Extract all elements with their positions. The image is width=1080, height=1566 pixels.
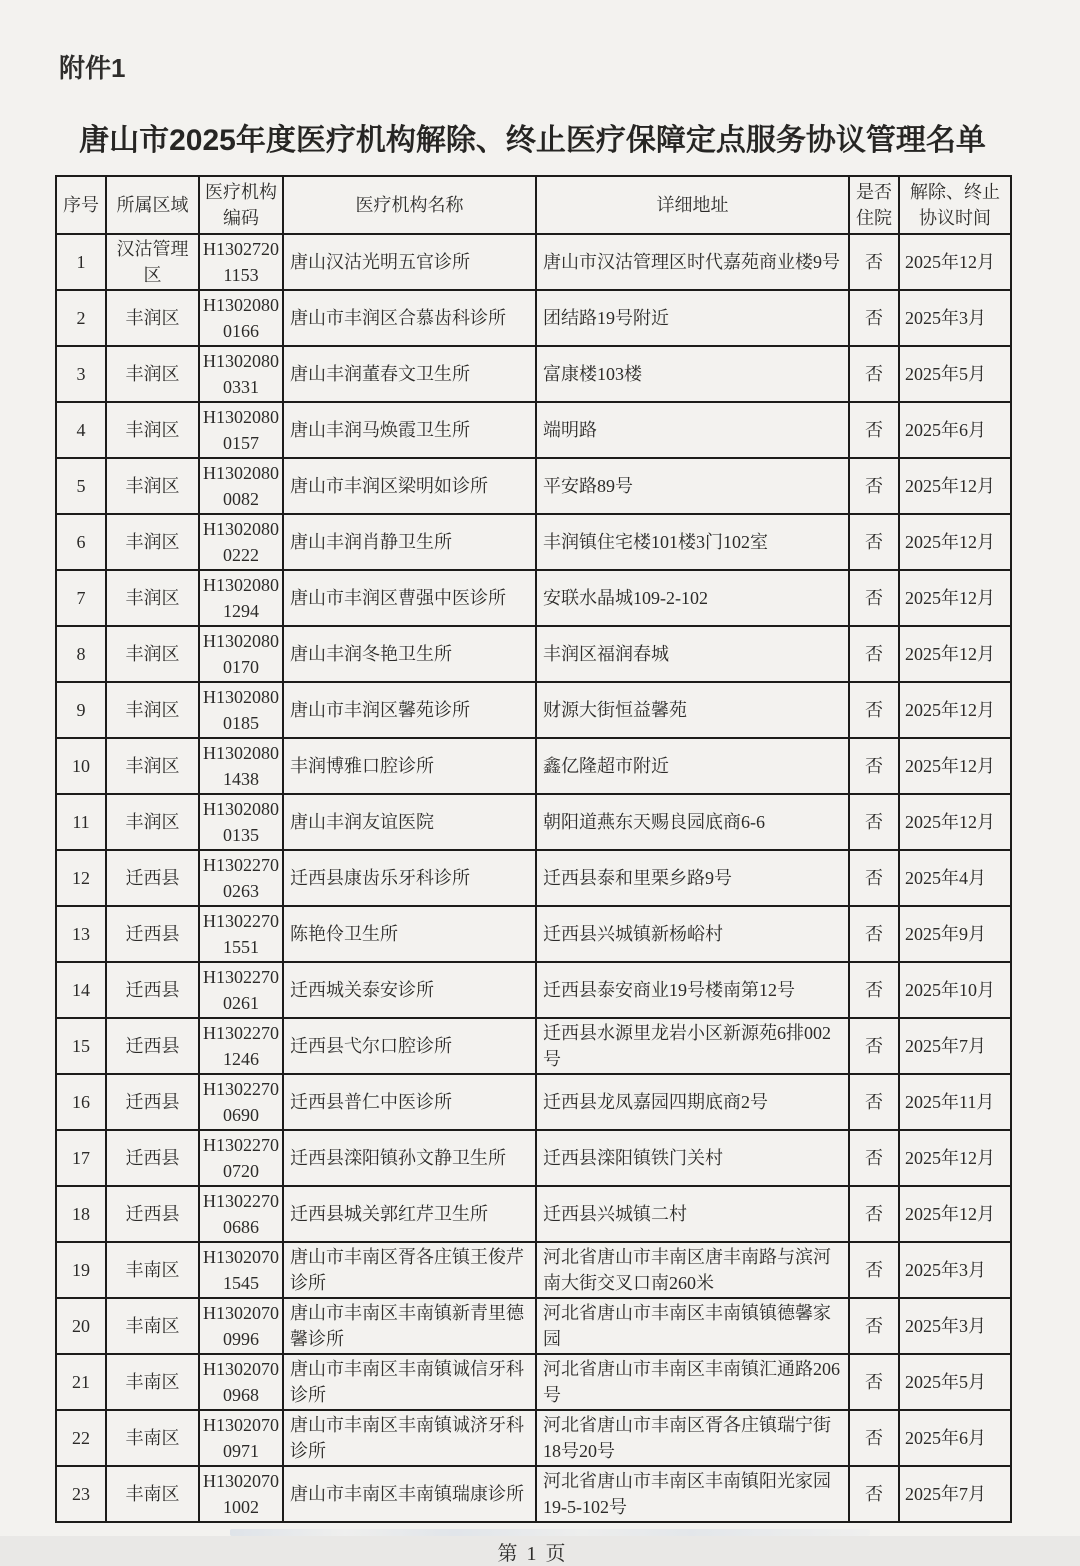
cell-inpatient: 否	[849, 1186, 899, 1242]
cell-index: 1	[56, 234, 106, 290]
cell-institution-name: 唐山丰润肖静卫生所	[283, 514, 536, 570]
cell-institution-code: H13020800222	[199, 514, 283, 570]
header-inpatient: 是否住院	[849, 176, 899, 234]
cell-address: 迁西县龙凤嘉园四期底商2号	[536, 1074, 849, 1130]
cell-institution-code: H13022701551	[199, 906, 283, 962]
cell-termination-time: 2025年12月	[899, 458, 1011, 514]
institutions-table	[55, 175, 1012, 1523]
cell-index: 18	[56, 1186, 106, 1242]
cell-index: 21	[56, 1354, 106, 1410]
cell-institution-name: 迁西县康齿乐牙科诊所	[283, 850, 536, 906]
cell-institution-code: H13020701545	[199, 1242, 283, 1298]
cell-institution-name: 唐山市丰润区梁明如诊所	[283, 458, 536, 514]
cell-institution-code: H13022700720	[199, 1130, 283, 1186]
table-row	[56, 346, 1011, 402]
cell-address: 迁西县兴城镇二村	[536, 1186, 849, 1242]
cell-index: 19	[56, 1242, 106, 1298]
cell-institution-name: 唐山市丰南区丰南镇诚信牙科诊所	[283, 1354, 536, 1410]
cell-inpatient: 否	[849, 458, 899, 514]
cell-institution-code: H13020801294	[199, 570, 283, 626]
cell-index: 15	[56, 1018, 106, 1074]
cell-institution-name: 唐山市丰南区丰南镇诚济牙科诊所	[283, 1410, 536, 1466]
cell-termination-time: 2025年3月	[899, 290, 1011, 346]
header-termination-time: 解除、终止协议时间	[899, 176, 1011, 234]
cell-index: 16	[56, 1074, 106, 1130]
cell-region: 丰润区	[106, 346, 199, 402]
cell-institution-code: H13020800082	[199, 458, 283, 514]
cell-address: 财源大街恒益馨苑	[536, 682, 849, 738]
cell-index: 7	[56, 570, 106, 626]
cell-inpatient: 否	[849, 1354, 899, 1410]
cell-index: 23	[56, 1466, 106, 1522]
cell-institution-code: H13020700968	[199, 1354, 283, 1410]
cell-region: 迁西县	[106, 850, 199, 906]
cell-institution-code: H13022700263	[199, 850, 283, 906]
cell-region: 迁西县	[106, 1130, 199, 1186]
cell-index: 20	[56, 1298, 106, 1354]
header-address: 详细地址	[536, 176, 849, 234]
cell-address: 迁西县泰和里栗乡路9号	[536, 850, 849, 906]
cell-inpatient: 否	[849, 962, 899, 1018]
cell-inpatient: 否	[849, 402, 899, 458]
cell-institution-code: H13020800331	[199, 346, 283, 402]
cell-institution-name: 丰润博雅口腔诊所	[283, 738, 536, 794]
cell-termination-time: 2025年12月	[899, 570, 1011, 626]
cell-address: 迁西县兴城镇新杨峪村	[536, 906, 849, 962]
header-institution-code: 医疗机构编码	[199, 176, 283, 234]
cell-address: 唐山市汉沽管理区时代嘉苑商业楼9号	[536, 234, 849, 290]
cell-termination-time: 2025年6月	[899, 1410, 1011, 1466]
cell-region: 迁西县	[106, 1074, 199, 1130]
cell-inpatient: 否	[849, 1298, 899, 1354]
cell-inpatient: 否	[849, 906, 899, 962]
cell-termination-time: 2025年5月	[899, 1354, 1011, 1410]
table-row	[56, 1354, 1011, 1410]
cell-institution-name: 唐山市丰润区合慕齿科诊所	[283, 290, 536, 346]
table-row	[56, 906, 1011, 962]
cell-institution-name: 唐山市丰润区曹强中医诊所	[283, 570, 536, 626]
cell-region: 丰南区	[106, 1466, 199, 1522]
table-row	[56, 794, 1011, 850]
cell-index: 22	[56, 1410, 106, 1466]
table-row	[56, 1466, 1011, 1522]
cell-region: 丰润区	[106, 682, 199, 738]
cell-region: 迁西县	[106, 1018, 199, 1074]
cell-region: 丰南区	[106, 1410, 199, 1466]
cell-institution-code: H13020800185	[199, 682, 283, 738]
cell-inpatient: 否	[849, 514, 899, 570]
cell-institution-name: 唐山市丰南区丰南镇瑞康诊所	[283, 1466, 536, 1522]
cell-index: 12	[56, 850, 106, 906]
table-row	[56, 458, 1011, 514]
cell-institution-name: 迁西县城关郭红芹卫生所	[283, 1186, 536, 1242]
cell-address: 河北省唐山市丰南区丰南镇汇通路206号	[536, 1354, 849, 1410]
cell-region: 汉沽管理区	[106, 234, 199, 290]
cell-institution-code: H13020700996	[199, 1298, 283, 1354]
cell-index: 2	[56, 290, 106, 346]
cell-inpatient: 否	[849, 738, 899, 794]
cell-address: 河北省唐山市丰南区丰南镇镇德馨家园	[536, 1298, 849, 1354]
cell-inpatient: 否	[849, 1018, 899, 1074]
cell-institution-code: H13020800170	[199, 626, 283, 682]
table-row	[56, 626, 1011, 682]
table-row	[56, 1074, 1011, 1130]
cell-index: 14	[56, 962, 106, 1018]
cell-institution-code: H13027201153	[199, 234, 283, 290]
cell-inpatient: 否	[849, 1466, 899, 1522]
cell-institution-code: H13020701002	[199, 1466, 283, 1522]
cell-inpatient: 否	[849, 1130, 899, 1186]
cell-inpatient: 否	[849, 346, 899, 402]
cell-institution-name: 唐山丰润友谊医院	[283, 794, 536, 850]
cell-termination-time: 2025年12月	[899, 1130, 1011, 1186]
cell-institution-name: 迁西县普仁中医诊所	[283, 1074, 536, 1130]
cell-termination-time: 2025年5月	[899, 346, 1011, 402]
table-row	[56, 738, 1011, 794]
cell-institution-code: H13020800135	[199, 794, 283, 850]
cell-region: 丰润区	[106, 402, 199, 458]
cell-region: 丰南区	[106, 1354, 199, 1410]
cell-region: 迁西县	[106, 962, 199, 1018]
cell-termination-time: 2025年3月	[899, 1298, 1011, 1354]
table-row	[56, 682, 1011, 738]
cell-institution-name: 唐山丰润董春文卫生所	[283, 346, 536, 402]
cell-termination-time: 2025年7月	[899, 1466, 1011, 1522]
cell-address: 富康楼103楼	[536, 346, 849, 402]
cell-region: 丰南区	[106, 1242, 199, 1298]
cell-inpatient: 否	[849, 682, 899, 738]
cell-institution-code: H13022700686	[199, 1186, 283, 1242]
table-row	[56, 1018, 1011, 1074]
table-body	[56, 234, 1011, 1522]
table-row	[56, 1130, 1011, 1186]
cell-institution-name: 唐山市丰润区馨苑诊所	[283, 682, 536, 738]
table-header	[56, 176, 1011, 234]
table-row	[56, 290, 1011, 346]
table-row	[56, 514, 1011, 570]
cell-address: 河北省唐山市丰南区丰南镇阳光家园19-5-102号	[536, 1466, 849, 1522]
cell-region: 丰润区	[106, 626, 199, 682]
cell-institution-code: H13022700690	[199, 1074, 283, 1130]
cell-index: 11	[56, 794, 106, 850]
cell-index: 3	[56, 346, 106, 402]
cell-region: 丰南区	[106, 1298, 199, 1354]
cell-index: 4	[56, 402, 106, 458]
header-row	[56, 176, 1011, 234]
cell-inpatient: 否	[849, 290, 899, 346]
cell-termination-time: 2025年7月	[899, 1018, 1011, 1074]
cell-termination-time: 2025年12月	[899, 682, 1011, 738]
table-row	[56, 1186, 1011, 1242]
cell-index: 13	[56, 906, 106, 962]
cell-region: 迁西县	[106, 906, 199, 962]
cell-termination-time: 2025年10月	[899, 962, 1011, 1018]
cell-termination-time: 2025年4月	[899, 850, 1011, 906]
cell-termination-time: 2025年12月	[899, 1186, 1011, 1242]
cell-institution-code: H13022700261	[199, 962, 283, 1018]
cell-index: 8	[56, 626, 106, 682]
cell-index: 17	[56, 1130, 106, 1186]
cell-region: 迁西县	[106, 1186, 199, 1242]
cell-institution-name: 迁西县滦阳镇孙文静卫生所	[283, 1130, 536, 1186]
cell-inpatient: 否	[849, 234, 899, 290]
cell-inpatient: 否	[849, 570, 899, 626]
cell-institution-name: 迁西城关泰安诊所	[283, 962, 536, 1018]
page-title: 唐山市2025年度医疗机构解除、终止医疗保障定点服务协议管理名单	[79, 124, 986, 157]
cell-institution-code: H13020700971	[199, 1410, 283, 1466]
table-row	[56, 1242, 1011, 1298]
cell-inpatient: 否	[849, 1410, 899, 1466]
cell-inpatient: 否	[849, 850, 899, 906]
cell-address: 团结路19号附近	[536, 290, 849, 346]
cell-address: 鑫亿隆超市附近	[536, 738, 849, 794]
cell-inpatient: 否	[849, 794, 899, 850]
cell-termination-time: 2025年12月	[899, 234, 1011, 290]
cell-institution-name: 唐山丰润马焕霞卫生所	[283, 402, 536, 458]
cell-institution-code: H13020800166	[199, 290, 283, 346]
cell-inpatient: 否	[849, 626, 899, 682]
cell-address: 朝阳道燕东天赐良园底商6-6	[536, 794, 849, 850]
page-footer: 第 1 页	[497, 1543, 568, 1565]
cell-inpatient: 否	[849, 1242, 899, 1298]
cell-institution-name: 陈艳伶卫生所	[283, 906, 536, 962]
cell-inpatient: 否	[849, 1074, 899, 1130]
cell-institution-code: H13022701246	[199, 1018, 283, 1074]
table-row	[56, 962, 1011, 1018]
attachment-label: 附件1	[59, 53, 126, 83]
cell-region: 丰润区	[106, 738, 199, 794]
cell-termination-time: 2025年12月	[899, 626, 1011, 682]
cell-address: 丰润区福润春城	[536, 626, 849, 682]
cell-institution-code: H13020801438	[199, 738, 283, 794]
header-region: 所属区域	[106, 176, 199, 234]
cell-region: 丰润区	[106, 514, 199, 570]
cell-address: 丰润镇住宅楼101楼3门102室	[536, 514, 849, 570]
cell-termination-time: 2025年11月	[899, 1074, 1011, 1130]
cell-institution-name: 唐山汉沽光明五官诊所	[283, 234, 536, 290]
table-row	[56, 234, 1011, 290]
cell-termination-time: 2025年6月	[899, 402, 1011, 458]
cell-institution-name: 迁西县弋尔口腔诊所	[283, 1018, 536, 1074]
cell-address: 河北省唐山市丰南区胥各庄镇瑞宁街18号20号	[536, 1410, 849, 1466]
cell-termination-time: 2025年12月	[899, 738, 1011, 794]
cell-index: 6	[56, 514, 106, 570]
table-row	[56, 1410, 1011, 1466]
cell-index: 10	[56, 738, 106, 794]
scan-artifact	[230, 1529, 870, 1536]
cell-institution-name: 唐山市丰南区丰南镇新青里德馨诊所	[283, 1298, 536, 1354]
table-row	[56, 570, 1011, 626]
cell-address: 平安路89号	[536, 458, 849, 514]
cell-termination-time: 2025年9月	[899, 906, 1011, 962]
cell-address: 安联水晶城109-2-102	[536, 570, 849, 626]
cell-termination-time: 2025年12月	[899, 794, 1011, 850]
cell-institution-code: H13020800157	[199, 402, 283, 458]
cell-region: 丰润区	[106, 570, 199, 626]
cell-address: 迁西县泰安商业19号楼南第12号	[536, 962, 849, 1018]
cell-region: 丰润区	[106, 794, 199, 850]
cell-termination-time: 2025年12月	[899, 514, 1011, 570]
header-institution-name: 医疗机构名称	[283, 176, 536, 234]
cell-address: 迁西县滦阳镇铁门关村	[536, 1130, 849, 1186]
cell-institution-name: 唐山市丰南区胥各庄镇王俊芹诊所	[283, 1242, 536, 1298]
cell-region: 丰润区	[106, 458, 199, 514]
cell-region: 丰润区	[106, 290, 199, 346]
cell-address: 端明路	[536, 402, 849, 458]
cell-index: 9	[56, 682, 106, 738]
table-row	[56, 402, 1011, 458]
cell-address: 河北省唐山市丰南区唐丰南路与滨河南大街交叉口南260米	[536, 1242, 849, 1298]
table-row	[56, 850, 1011, 906]
cell-index: 5	[56, 458, 106, 514]
cell-institution-name: 唐山丰润冬艳卫生所	[283, 626, 536, 682]
table-row	[56, 1298, 1011, 1354]
cell-address: 迁西县水源里龙岩小区新源苑6排002号	[536, 1018, 849, 1074]
cell-termination-time: 2025年3月	[899, 1242, 1011, 1298]
header-index: 序号	[56, 176, 106, 234]
